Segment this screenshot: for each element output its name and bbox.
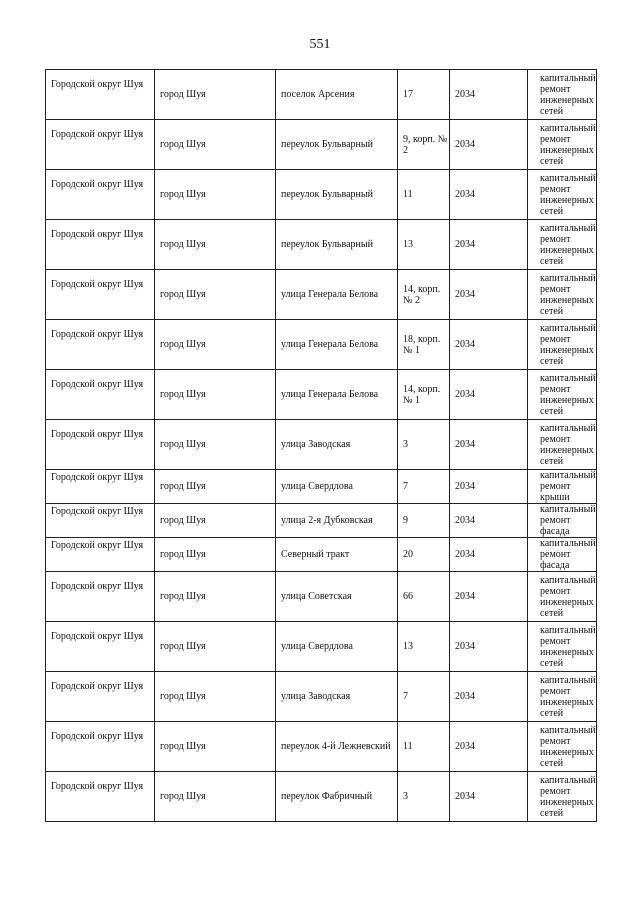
table-row <box>46 672 597 722</box>
locality-cell: город Шуя <box>155 370 276 420</box>
house-cell: 20 <box>398 538 450 572</box>
table-row <box>46 270 597 320</box>
table-row <box>46 320 597 370</box>
district-cell: Городской округ Шуя <box>46 772 155 822</box>
work-type-cell: капитальный ремонт инженерных сетей <box>528 420 597 470</box>
locality-cell: город Шуя <box>155 772 276 822</box>
house-cell: 11 <box>398 722 450 772</box>
district-cell: Городской округ Шуя <box>46 370 155 420</box>
street-cell: улица Генерала Белова <box>276 320 398 370</box>
work-type-cell: капитальный ремонт фасада <box>528 538 597 572</box>
house-cell: 3 <box>398 772 450 822</box>
locality-cell: город Шуя <box>155 538 276 572</box>
housing-repair-table <box>45 69 597 822</box>
district-cell: Городской округ Шуя <box>46 672 155 722</box>
work-type-cell: капитальный ремонт инженерных сетей <box>528 572 597 622</box>
year-cell: 2034 <box>450 170 528 220</box>
work-type-cell: капитальный ремонт инженерных сетей <box>528 270 597 320</box>
house-cell: 18, корп. № 1 <box>398 320 450 370</box>
locality-cell: город Шуя <box>155 722 276 772</box>
year-cell: 2034 <box>450 772 528 822</box>
street-cell: улица Советская <box>276 572 398 622</box>
district-cell: Городской округ Шуя <box>46 420 155 470</box>
district-cell: Городской округ Шуя <box>46 270 155 320</box>
street-cell: улица Свердлова <box>276 470 398 504</box>
locality-cell: город Шуя <box>155 672 276 722</box>
locality-cell: город Шуя <box>155 220 276 270</box>
street-cell: улица 2-я Дубковская <box>276 504 398 538</box>
locality-cell: город Шуя <box>155 170 276 220</box>
house-cell: 66 <box>398 572 450 622</box>
work-type-cell: капитальный ремонт инженерных сетей <box>528 70 597 120</box>
year-cell: 2034 <box>450 538 528 572</box>
year-cell: 2034 <box>450 504 528 538</box>
house-cell: 9, корп. № 2 <box>398 120 450 170</box>
district-cell: Городской округ Шуя <box>46 722 155 772</box>
locality-cell: город Шуя <box>155 120 276 170</box>
year-cell: 2034 <box>450 420 528 470</box>
work-type-cell: капитальный ремонт крыши <box>528 470 597 504</box>
table-row <box>46 170 597 220</box>
street-cell: улица Генерала Белова <box>276 270 398 320</box>
year-cell: 2034 <box>450 672 528 722</box>
work-type-cell: капитальный ремонт инженерных сетей <box>528 320 597 370</box>
street-cell: Северный тракт <box>276 538 398 572</box>
year-cell: 2034 <box>450 320 528 370</box>
table-row <box>46 772 597 822</box>
district-cell: Городской округ Шуя <box>46 622 155 672</box>
street-cell: переулок Бульварный <box>276 170 398 220</box>
year-cell: 2034 <box>450 622 528 672</box>
house-cell: 14, корп. № 2 <box>398 270 450 320</box>
house-cell: 13 <box>398 622 450 672</box>
house-cell: 13 <box>398 220 450 270</box>
street-cell: улица Заводская <box>276 672 398 722</box>
table-row <box>46 470 597 504</box>
work-type-cell: капитальный ремонт инженерных сетей <box>528 370 597 420</box>
house-cell: 9 <box>398 504 450 538</box>
street-cell: переулок Бульварный <box>276 120 398 170</box>
locality-cell: город Шуя <box>155 420 276 470</box>
table-row <box>46 572 597 622</box>
district-cell: Городской округ Шуя <box>46 320 155 370</box>
street-cell: улица Генерала Белова <box>276 370 398 420</box>
street-cell: переулок Бульварный <box>276 220 398 270</box>
table-row <box>46 722 597 772</box>
table-body <box>46 70 597 822</box>
table-row <box>46 70 597 120</box>
work-type-cell: капитальный ремонт инженерных сетей <box>528 622 597 672</box>
street-cell: переулок 4-й Лежневский <box>276 722 398 772</box>
street-cell: переулок Фабричный <box>276 772 398 822</box>
table-row <box>46 538 597 572</box>
page-number: 551 <box>309 37 331 52</box>
table-row <box>46 370 597 420</box>
house-cell: 7 <box>398 672 450 722</box>
work-type-cell: капитальный ремонт инженерных сетей <box>528 772 597 822</box>
street-cell: улица Свердлова <box>276 622 398 672</box>
year-cell: 2034 <box>450 722 528 772</box>
year-cell: 2034 <box>450 572 528 622</box>
locality-cell: город Шуя <box>155 320 276 370</box>
district-cell: Городской округ Шуя <box>46 538 155 572</box>
house-cell: 17 <box>398 70 450 120</box>
locality-cell: город Шуя <box>155 470 276 504</box>
work-type-cell: капитальный ремонт инженерных сетей <box>528 220 597 270</box>
table-row <box>46 220 597 270</box>
work-type-cell: капитальный ремонт инженерных сетей <box>528 722 597 772</box>
table-row <box>46 622 597 672</box>
table-row <box>46 504 597 538</box>
year-cell: 2034 <box>450 270 528 320</box>
locality-cell: город Шуя <box>155 622 276 672</box>
house-cell: 14, корп. № 1 <box>398 370 450 420</box>
house-cell: 7 <box>398 470 450 504</box>
street-cell: поселок Арсения <box>276 70 398 120</box>
district-cell: Городской округ Шуя <box>46 220 155 270</box>
district-cell: Городской округ Шуя <box>46 572 155 622</box>
table-row <box>46 420 597 470</box>
year-cell: 2034 <box>450 470 528 504</box>
district-cell: Городской округ Шуя <box>46 470 155 504</box>
table-row <box>46 120 597 170</box>
locality-cell: город Шуя <box>155 70 276 120</box>
house-cell: 11 <box>398 170 450 220</box>
street-cell: улица Заводская <box>276 420 398 470</box>
locality-cell: город Шуя <box>155 504 276 538</box>
locality-cell: город Шуя <box>155 572 276 622</box>
district-cell: Городской округ Шуя <box>46 120 155 170</box>
work-type-cell: капитальный ремонт фасада <box>528 504 597 538</box>
locality-cell: город Шуя <box>155 270 276 320</box>
year-cell: 2034 <box>450 70 528 120</box>
district-cell: Городской округ Шуя <box>46 70 155 120</box>
year-cell: 2034 <box>450 220 528 270</box>
house-cell: 3 <box>398 420 450 470</box>
district-cell: Городской округ Шуя <box>46 170 155 220</box>
work-type-cell: капитальный ремонт инженерных сетей <box>528 170 597 220</box>
year-cell: 2034 <box>450 120 528 170</box>
year-cell: 2034 <box>450 370 528 420</box>
district-cell: Городской округ Шуя <box>46 504 155 538</box>
work-type-cell: капитальный ремонт инженерных сетей <box>528 120 597 170</box>
work-type-cell: капитальный ремонт инженерных сетей <box>528 672 597 722</box>
